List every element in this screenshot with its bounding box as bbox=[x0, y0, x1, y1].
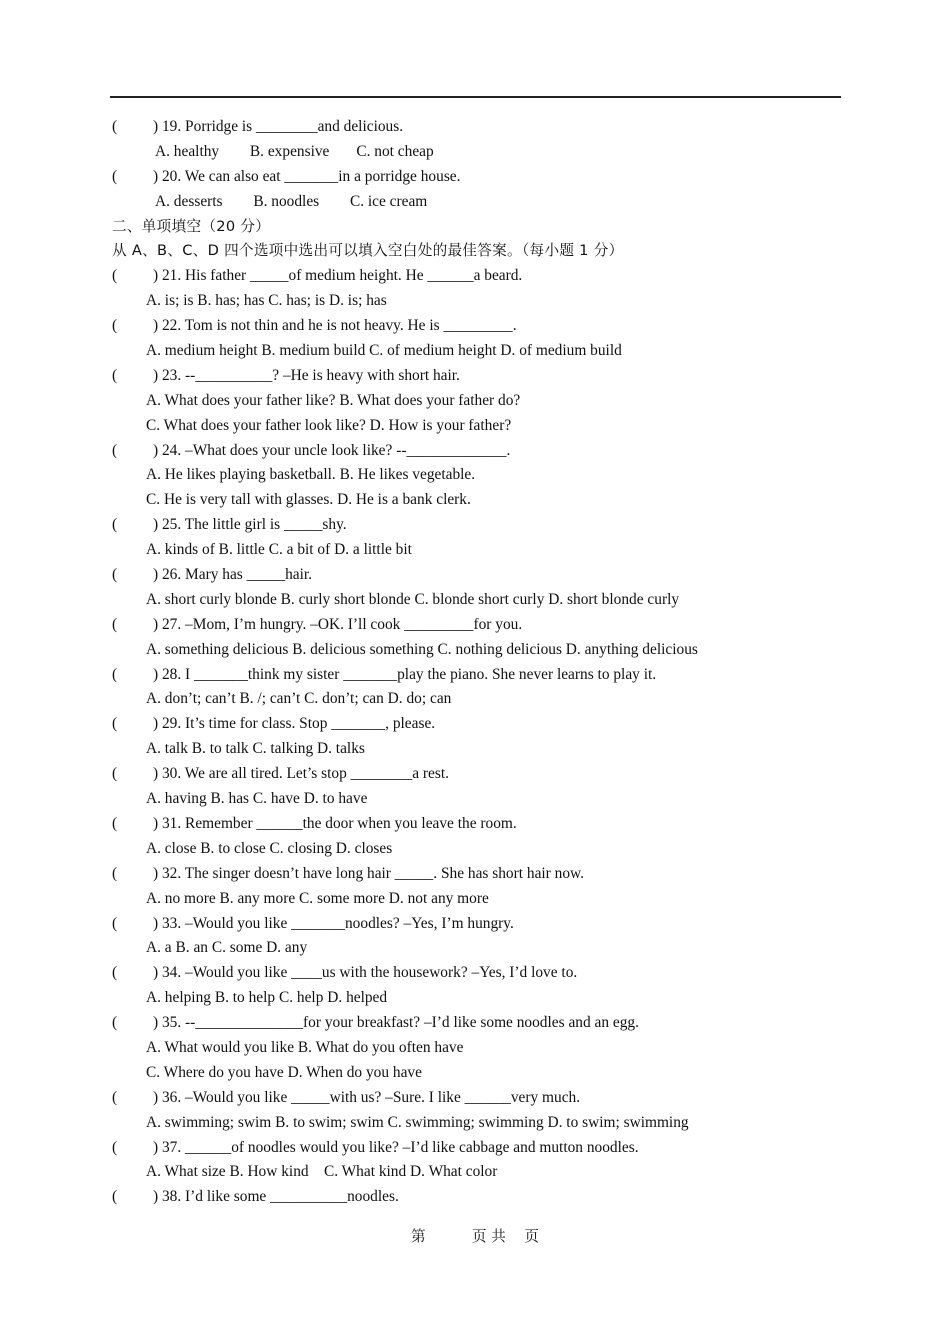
question-options: A. don’t; can’t B. /; can’t C. don’t; can D. do; can bbox=[146, 690, 452, 708]
question-row bbox=[112, 961, 852, 986]
question-row bbox=[112, 264, 852, 289]
question-stem: ) 24. –What does your uncle look like? --_____________. bbox=[153, 441, 511, 459]
question-options: A. healthy B. expensive C. not cheap bbox=[155, 142, 434, 160]
question-row bbox=[112, 712, 852, 737]
answer-blank[interactable]: ( bbox=[112, 964, 118, 982]
question-stem: ) 29. It’s time for class. Stop _______, please. bbox=[153, 715, 436, 733]
answer-blank[interactable]: ( bbox=[112, 366, 118, 384]
question-stem: ) 32. The singer doesn’t have long hair _____. She has short hair now. bbox=[153, 864, 585, 882]
answer-blank[interactable]: ( bbox=[112, 715, 118, 733]
question-options: A. What would you like B. What do you often have bbox=[146, 1038, 464, 1056]
answer-blank[interactable]: ( bbox=[112, 167, 118, 185]
question-row bbox=[112, 115, 852, 140]
question-stem: ) 19. Porridge is ________and delicious. bbox=[153, 118, 404, 135]
question-options: A. helping B. to help C. help D. helped bbox=[146, 989, 388, 1007]
answer-blank[interactable]: ( bbox=[112, 1138, 118, 1156]
answer-blank[interactable]: ( bbox=[112, 615, 118, 633]
answer-blank[interactable]: ( bbox=[112, 1088, 118, 1106]
header-rule bbox=[110, 96, 841, 98]
answer-blank[interactable]: ( bbox=[112, 765, 118, 783]
question-row bbox=[112, 1185, 852, 1210]
question-row bbox=[112, 812, 852, 837]
question-options: A. What does your father like? B. What does your father do? bbox=[146, 391, 521, 409]
answer-blank[interactable]: ( bbox=[112, 566, 118, 584]
answer-blank[interactable]: ( bbox=[112, 814, 118, 832]
question-options: A. talk B. to talk C. talking D. talks bbox=[146, 740, 365, 758]
question-stem: ) 23. --__________? –He is heavy with short hair. bbox=[153, 366, 460, 384]
answer-blank[interactable]: ( bbox=[112, 267, 118, 285]
question-row bbox=[112, 364, 852, 389]
question-options: A. short curly blonde B. curly short blonde C. blonde short curly D. short blonde curly bbox=[146, 590, 680, 608]
answer-blank[interactable]: ( bbox=[112, 441, 118, 459]
question-options: A. medium height B. medium build C. of medium height D. of medium build bbox=[146, 342, 622, 360]
answer-blank[interactable]: ( bbox=[112, 118, 118, 135]
question-row bbox=[112, 1086, 852, 1111]
question-row bbox=[112, 613, 852, 638]
question-options: A. He likes playing basketball. B. He likes vegetable. bbox=[146, 466, 476, 484]
question-stem: ) 38. I’d like some __________noodles. bbox=[153, 1188, 399, 1206]
exam-content bbox=[112, 115, 852, 1210]
section-title: 二、单项填空（20 分） bbox=[112, 217, 271, 235]
question-options: A. a B. an C. some D. any bbox=[146, 939, 308, 957]
question-options: A. having B. has C. have D. to have bbox=[146, 790, 368, 808]
question-row bbox=[112, 513, 852, 538]
answer-blank[interactable]: ( bbox=[112, 864, 118, 882]
page-footer: 第 页 共 页 bbox=[411, 1228, 539, 1245]
question-stem: ) 31. Remember ______the door when you leave the room. bbox=[153, 814, 517, 832]
answer-blank[interactable]: ( bbox=[112, 317, 118, 335]
answer-blank[interactable]: ( bbox=[112, 914, 118, 932]
question-options: A. desserts B. noodles C. ice cream bbox=[155, 192, 428, 210]
question-row bbox=[112, 165, 852, 190]
question-stem: ) 36. –Would you like _____with us? –Sure. I like ______very much. bbox=[153, 1088, 581, 1106]
question-stem: ) 22. Tom is not thin and he is not heavy. He is _________. bbox=[153, 317, 517, 335]
section-instruction: 从 A、B、C、D 四个选项中选出可以填入空白处的最佳答案。（每小题 1 分） bbox=[112, 242, 624, 260]
answer-blank[interactable]: ( bbox=[112, 665, 118, 683]
question-stem: ) 30. We are all tired. Let’s stop ________a rest. bbox=[153, 765, 449, 783]
question-options: A. swimming; swim B. to swim; swim C. swimming; swimming D. to swim; swimming bbox=[146, 1113, 689, 1131]
question-stem: ) 37. ______of noodles would you like? –I’d like cabbage and mutton noodles. bbox=[153, 1138, 639, 1156]
question-row bbox=[112, 1011, 852, 1036]
question-row bbox=[112, 862, 852, 887]
question-options: A. something delicious B. delicious something C. nothing delicious D. anything delicious bbox=[146, 640, 698, 658]
question-row bbox=[112, 912, 852, 937]
question-row bbox=[112, 439, 852, 464]
answer-blank[interactable]: ( bbox=[112, 516, 118, 534]
question-stem: ) 34. –Would you like ____us with the housework? –Yes, I’d love to. bbox=[153, 964, 578, 982]
question-options: A. close B. to close C. closing D. closes bbox=[146, 839, 393, 857]
question-options: C. What does your father look like? D. How is your father? bbox=[146, 416, 512, 434]
question-options: C. Where do you have D. When do you have bbox=[146, 1063, 422, 1081]
question-options: A. What size B. How kind C. What kind D. What color bbox=[146, 1163, 498, 1181]
question-options: A. is; is B. has; has C. has; is D. is; has bbox=[146, 292, 387, 310]
question-stem: ) 28. I _______think my sister _______play the piano. She never learns to play it. bbox=[153, 665, 657, 683]
question-stem: ) 27. –Mom, I’m hungry. –OK. I’ll cook _________for you. bbox=[153, 615, 523, 633]
question-row bbox=[112, 563, 852, 588]
question-stem: ) 20. We can also eat _______in a porridge house. bbox=[153, 167, 461, 185]
answer-blank[interactable]: ( bbox=[112, 1188, 118, 1206]
question-row bbox=[112, 1136, 852, 1161]
question-stem: ) 25. The little girl is _____shy. bbox=[153, 516, 347, 534]
answer-blank[interactable]: ( bbox=[112, 1014, 118, 1032]
question-row bbox=[112, 663, 852, 688]
question-options: A. kinds of B. little C. a bit of D. a little bit bbox=[146, 541, 412, 559]
question-row bbox=[112, 314, 852, 339]
question-stem: ) 35. --______________for your breakfast? –I’d like some noodles and an egg. bbox=[153, 1014, 639, 1032]
question-options: C. He is very tall with glasses. D. He is a bank clerk. bbox=[146, 491, 471, 509]
question-stem: ) 21. His father _____of medium height. He ______a beard. bbox=[153, 267, 523, 285]
question-stem: ) 26. Mary has _____hair. bbox=[153, 566, 313, 584]
question-row bbox=[112, 762, 852, 787]
question-stem: ) 33. –Would you like _______noodles? –Yes, I’m hungry. bbox=[153, 914, 514, 932]
question-options: A. no more B. any more C. some more D. not any more bbox=[146, 889, 489, 907]
